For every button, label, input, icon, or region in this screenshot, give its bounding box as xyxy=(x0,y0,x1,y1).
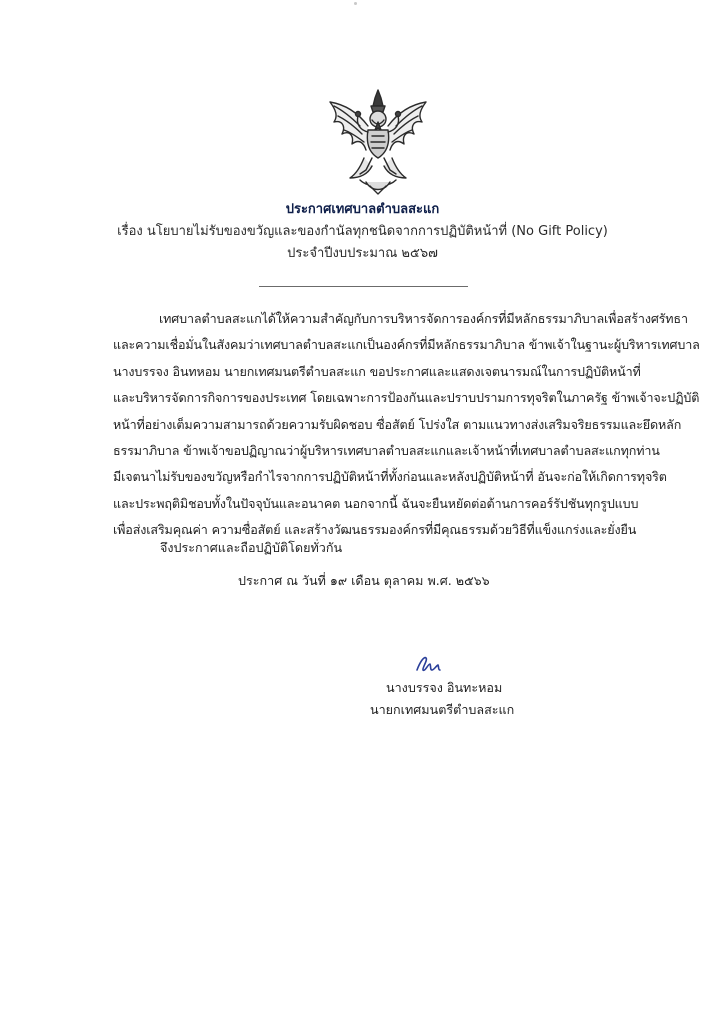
announcement-date: ประกาศ ณ วันที่ ๑๙ เดือน ตุลาคม พ.ศ. ๒๕๖๖ xyxy=(238,573,490,588)
announcement-body xyxy=(113,306,700,544)
body-line-1: เทศบาลตำบลสะแกได้ให้ความสำคัญกับการบริหารจัดการองค์กรที่มีหลักธรรมาภิบาลเพื่อสร้างศรัทธา xyxy=(159,311,688,326)
closing-statement: จึงประกาศและถือปฏิบัติโดยทั่วกัน xyxy=(160,540,343,555)
body-line-3: นางบรรจง อินทหอม นายกเทศมนตรีตำบลสะแก ขอประกาศและแสดงเจตนารมณ์ในการปฏิบัติหน้าที่ xyxy=(113,363,641,379)
body-line-4: และบริหารจัดการกิจการของประเทศ โดยเฉพาะการป้องกันและปราบปรามการทุจริตในภาครัฐ ข้าพเจ้าจะปฏิบัติ xyxy=(113,390,700,406)
signatory-position: นายกเทศมนตรีตำบลสะแก xyxy=(370,702,515,717)
header-divider xyxy=(259,286,468,287)
body-line-9: เพื่อส่งเสริมคุณค่า ความซื่อสัตย์ และสร้างวัฒนธรรมองค์กรที่มีคุณธรรมด้วยวิธีที่แข็งแกร่งและยั่งยืน xyxy=(113,522,637,538)
garuda-emblem-icon xyxy=(320,86,436,196)
fiscal-year-line: ประจำปีงบประมาณ ๒๕๖๗ xyxy=(287,246,438,261)
announcement-subject: เรื่อง นโยบายไม่รับของขวัญและของกำนัลทุกชนิดจากการปฏิบัติหน้าที่ (No Gift Policy) xyxy=(117,224,608,239)
body-line-8: และประพฤติมิชอบทั้งในปัจจุบันและอนาคต นอกจากนี้ ฉันจะยืนหยัดต่อต้านการคอร์รัปชันทุกรูปแบบ xyxy=(113,495,639,511)
announcement-title: ประกาศเทศบาลตำบลสะแก xyxy=(285,202,440,217)
announcement-header xyxy=(0,199,725,265)
scan-speck xyxy=(354,2,357,5)
handwritten-signature-icon xyxy=(414,652,442,676)
body-line-5: หน้าที่อย่างเต็มความสามารถด้วยความรับผิดชอบ ซื่อสัตย์ โปร่งใส ตามแนวทางส่งเสริมจริยธรรมและยึดหลัก xyxy=(113,416,682,432)
body-line-7: มีเจตนาไม่รับของขวัญหรือกำไรจากการปฏิบัติหน้าที่ทั้งก่อนและหลังปฏิบัติหน้าที่ อันจะก่อให้เกิดการทุจริต xyxy=(113,469,667,485)
signatory-name: นางบรรจง อินทะหอม xyxy=(386,680,503,695)
body-line-2: และความเชื่อมั่นในสังคมว่าเทศบาลตำบลสะแกเป็นองค์กรที่มีหลักธรรมาภิบาล ข้าพเจ้าในฐานะผู้บริหารเทศบาล xyxy=(113,337,700,353)
body-line-6: ธรรมาภิบาล ข้าพเจ้าขอปฏิญาณว่าผู้บริหารเทศบาลตำบลสะแกและเจ้าหน้าที่เทศบาลตำบลสะแกทุกท่าน xyxy=(113,442,660,458)
